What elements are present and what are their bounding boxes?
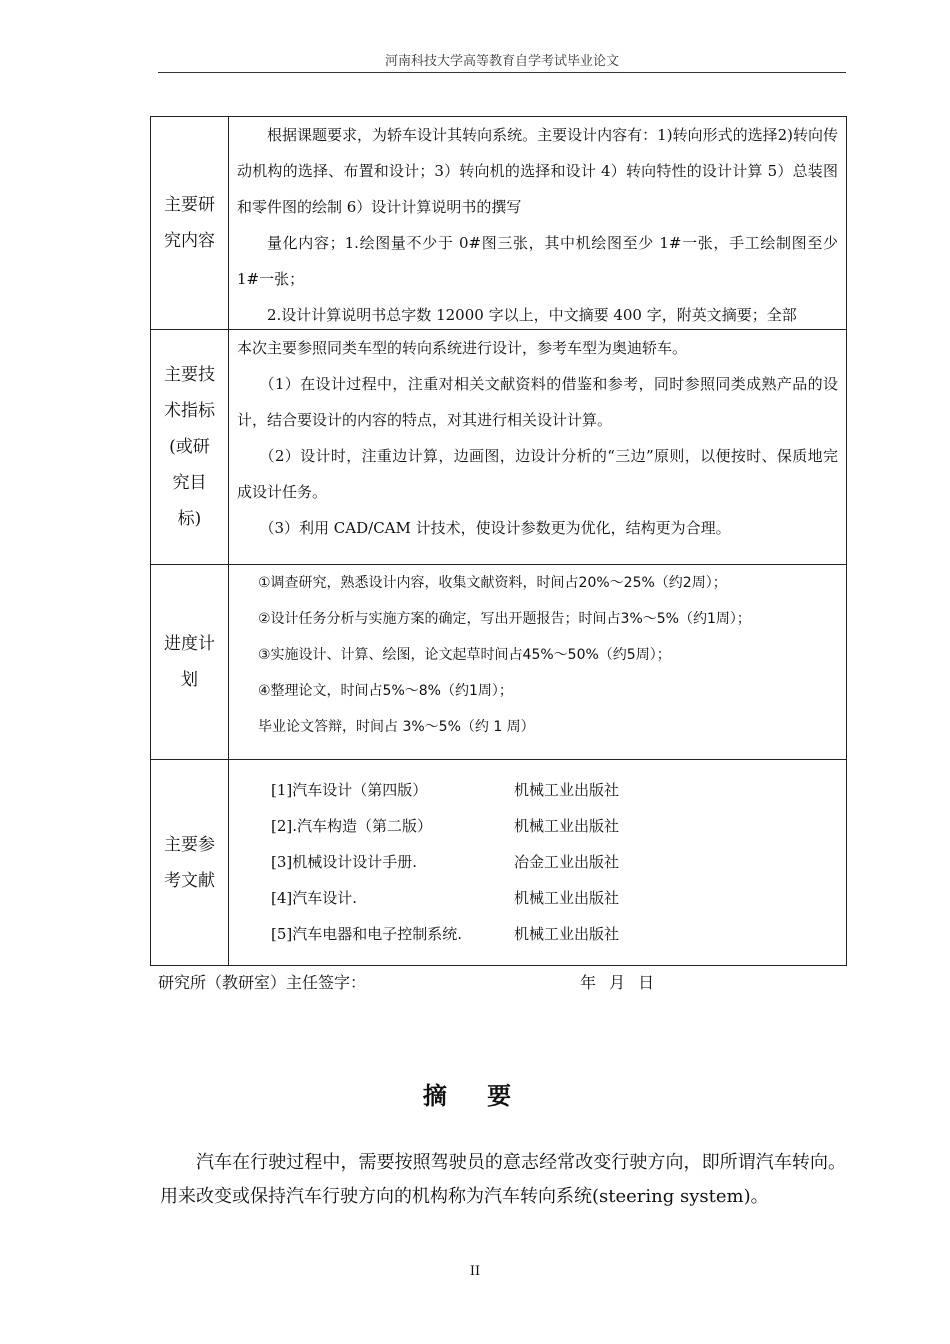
page-number: II [469, 1264, 481, 1279]
page-header: 河南科技大学高等教育自学考试毕业论文 [384, 54, 619, 69]
row-body-content [229, 117, 847, 330]
signature-label: 研究所（教研室）主任签字： [158, 973, 367, 992]
content-line-2: 量化内容；1.绘图量不少于 0#图三张，其中机绘图至少 1#一张，手工绘制图至少 1#一张； [237, 234, 838, 288]
row-label-schedule: 进度计划 [151, 565, 229, 760]
reference-item: [3]机械设计设计手册. 冶金工业出版社 [271, 853, 620, 871]
schedule-line-2: ②设计任务分析与实施方案的确定，写出开题报告；时间占3%～5%（约1周）； [258, 611, 751, 627]
reference-item: [1]汽车设计（第四版） 机械工业出版社 [271, 781, 620, 799]
targets-line-1: 本次主要参照同类车型的转向系统进行设计，参考车型为奥迪轿车。 [237, 339, 688, 357]
targets-line-4: （3）利用 CAD/CAM 计技术，使设计参数更为优化，结构更为合理。 [259, 519, 731, 537]
header-rule [158, 72, 846, 73]
abstract-paragraph: 汽车在行驶过程中，需要按照驾驶员的意志经常改变行驶方向，即所谓汽车转向。用来改变或保持汽车行驶方向的机构称为汽车转向系统(steering system)。 [160, 1152, 846, 1207]
abstract-body [160, 1146, 846, 1214]
row-body-references [229, 760, 847, 966]
signature-line [158, 970, 848, 993]
reference-item: [2].汽车构造（第二版） 机械工业出版社 [271, 817, 620, 835]
row-label-content: 主要研究内容 [151, 117, 229, 330]
row-body-targets [229, 330, 847, 565]
row-body-schedule [229, 565, 847, 760]
row-label-references: 主要参考文献 [151, 760, 229, 966]
content-line-1: 根据课题要求，为轿车设计其转向系统。主要设计内容有：1)转向形式的选择2)转向传动机构的选择、布置和设计；3）转向机的选择和设计 4）转向特性的设计计算 5）总装图和零件图的绘制 6）设计计算说明书的撰写 [237, 126, 838, 216]
targets-line-3: （2）设计时，注重边计算，边画图，边设计分析的“三边”原则，以便按时、保质地完成设计任务。 [237, 447, 838, 501]
abstract-title: 摘 要 [422, 1081, 528, 1110]
schedule-line-3: ③实施设计、计算、绘图，论文起草时间占45%～50%（约5周）； [258, 647, 671, 663]
row-label-targets: 主要技术指标(或研究目标) [151, 330, 229, 565]
reference-item: [5]汽车电器和电子控制系统. 机械工业出版社 [271, 925, 620, 943]
proposal-table [150, 116, 847, 966]
schedule-line-5: 毕业论文答辩，时间占 3%～5%（约 1 周） [258, 719, 535, 735]
content-line-3: 2.设计计算说明书总字数 12000 字以上，中文摘要 400 字，附英文摘要；全部 [267, 306, 797, 324]
signature-date: 年 月 日 [580, 973, 659, 992]
schedule-line-4: ④整理论文，时间占5%～8%（约1周）； [258, 683, 513, 699]
targets-line-2: （1）在设计过程中，注重对相关文献资料的借鉴和参考，同时参照同类成熟产品的设计，结合要设计的内容的特点，对其进行相关设计计算。 [237, 375, 838, 429]
schedule-line-1: ①调查研究，熟悉设计内容，收集文献资料，时间占20%～25%（约2周）； [258, 575, 727, 591]
reference-item: [4]汽车设计. 机械工业出版社 [271, 889, 620, 907]
